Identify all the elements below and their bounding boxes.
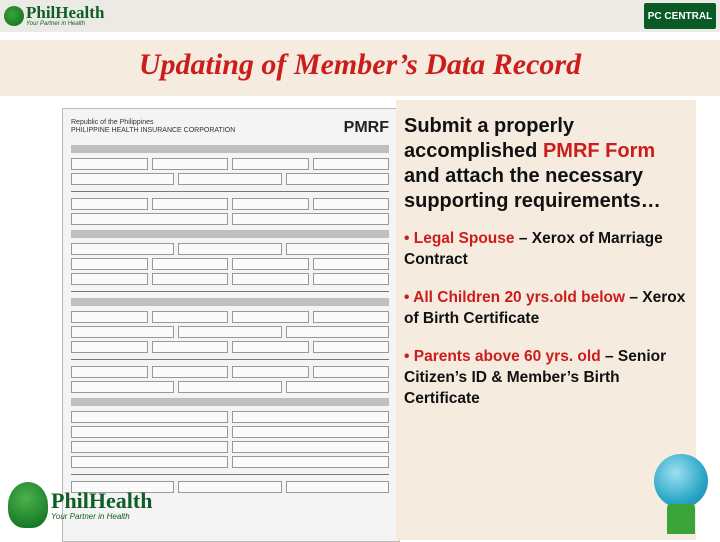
top-bar bbox=[0, 0, 720, 32]
form-org: Republic of the Philippines PHILIPPINE HEALTH INSURANCE CORPORATION bbox=[71, 119, 236, 134]
bullet-item bbox=[404, 228, 696, 270]
bullet-highlight: • All Children 20 yrs.old below bbox=[404, 289, 626, 306]
pmrf-form-image bbox=[62, 108, 400, 542]
bullet-highlight: • Parents above 60 yrs. old bbox=[404, 348, 601, 365]
logo-tagline: Your Partner in Health bbox=[26, 21, 86, 27]
intro-part1: Submit a properly accomplished bbox=[404, 115, 575, 162]
form-section-bar bbox=[71, 298, 389, 306]
philhealth-logo-icon bbox=[8, 482, 48, 528]
philhealth-logo-icon bbox=[4, 6, 24, 26]
globe-stand-icon bbox=[667, 504, 695, 534]
content-text bbox=[404, 114, 696, 426]
bullet-highlight: • Legal Spouse bbox=[404, 230, 515, 247]
bullet-text: – Senior Citizen’s ID & Member’s Birth Certificate bbox=[404, 348, 667, 407]
logo-name: PhilHealth bbox=[26, 3, 105, 22]
slide-title: Updating of Member’s Data Record bbox=[138, 48, 582, 81]
globe-icon bbox=[654, 454, 708, 508]
form-section-bar bbox=[71, 145, 389, 153]
intro-part2: and attach the necessary supporting requirements… bbox=[404, 165, 661, 212]
form-section-bar bbox=[71, 230, 389, 238]
bullet-text: – Xerox of Marriage Contract bbox=[404, 230, 663, 268]
form-section-bar bbox=[71, 398, 389, 406]
philhealth-logo bbox=[4, 3, 104, 29]
bullet-item bbox=[404, 346, 696, 409]
bullet-item bbox=[404, 287, 696, 329]
pc-central-badge: PC CENTRAL bbox=[644, 3, 716, 29]
bullet-text: – Xerox of Birth Certificate bbox=[404, 289, 686, 327]
philhealth-footer-logo bbox=[8, 482, 152, 528]
form-code: PMRF bbox=[343, 119, 389, 136]
footer-logo-name: PhilHealth bbox=[51, 487, 153, 513]
intro-text bbox=[404, 114, 696, 214]
footer-logo-tagline: Your Partner in Health bbox=[51, 511, 130, 521]
intro-highlight: PMRF Form bbox=[542, 140, 656, 162]
